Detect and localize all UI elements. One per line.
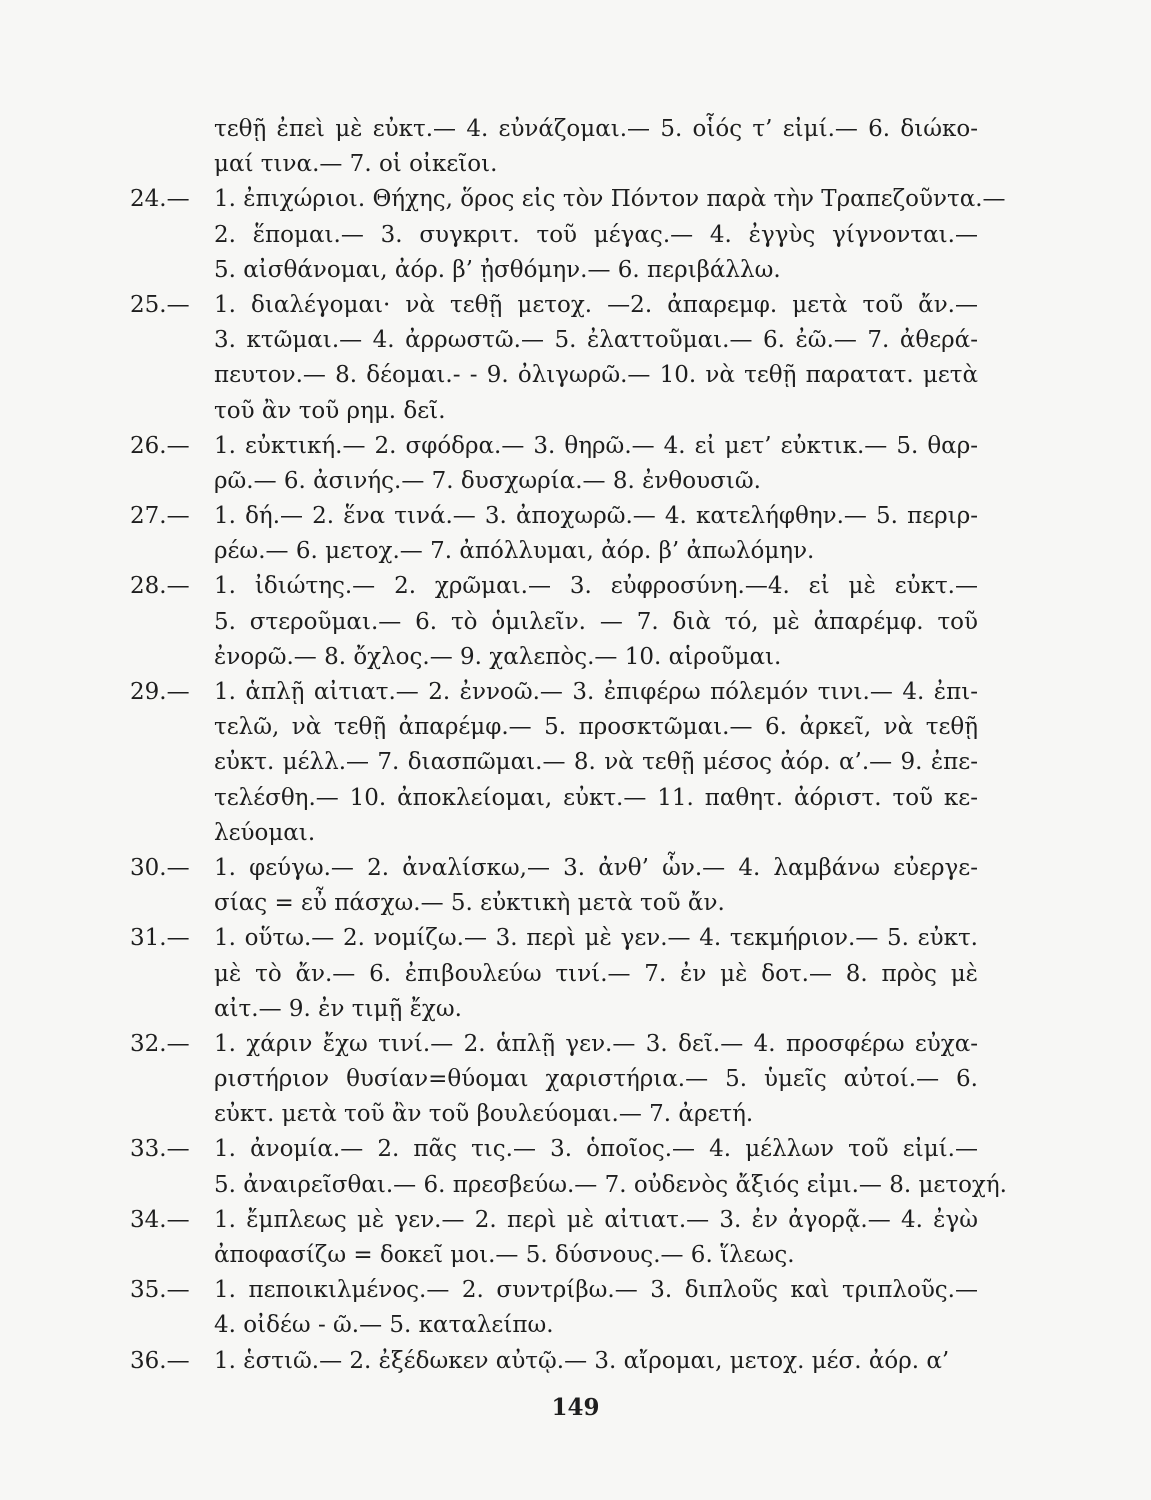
entry-line — [130, 323, 978, 358]
entry-first-line — [130, 1344, 978, 1379]
line-text: μαί τινα.— 7. οἱ οἰκεῖοι. — [214, 151, 498, 178]
entry-number: 35.— — [130, 1277, 190, 1304]
line-text: αἰτ.— 9. ἐν τιμῇ ἔχω. — [214, 995, 462, 1022]
entry-line — [130, 816, 978, 851]
line-text: 1. ἀνομία.— 2. πᾶς τις.— 3. ὁποῖος.— 4. μέλλων τοῦ εἰμί.— — [214, 1136, 978, 1163]
line-text: τελέσθη.— 10. ἀποκλείομαι, εὐκτ.— 11. παθητ. ἀόριστ. τοῦ κε- — [214, 784, 978, 811]
entry-first-line — [130, 851, 978, 886]
line-text: 1. ἑστιῶ.— 2. ἐξέδωκεν αὐτῷ.— 3. αἴρομαι, μετοχ. μέσ. ἀόρ. α’ — [214, 1347, 950, 1374]
line-text: πευτον.— 8. δέομαι.- - 9. ὀλιγωρῶ.— 10. νὰ τεθῇ παρατατ. μετὰ — [214, 362, 978, 389]
line-text: 3. κτῶμαι.— 4. ἀρρωστῶ.— 5. ἐλαττοῦμαι.— 6. ἐῶ.— 7. ἀθερά- — [214, 327, 978, 354]
entry-line — [130, 218, 978, 253]
entry-line — [130, 534, 978, 569]
line-text: 1. φεύγω.— 2. ἀναλίσκω,— 3. ἀνθ’ ὧν.— 4. λαμβάνω εὐεργε- — [214, 854, 978, 881]
entry-line — [130, 1168, 1007, 1203]
line-text: σίας = εὖ πάσχω.— 5. εὐκτικὴ μετὰ τοῦ ἄν. — [214, 890, 725, 917]
line-text: ἐνορῶ.— 8. ὄχλος.— 9. χαλεπὸς.— 10. αἱροῦμαι. — [214, 643, 782, 670]
line-text: 5. ἀναιρεῖσθαι.— 6. πρεσβεύω.— 7. οὐδενὸς ἄξιός εἰμι.— 8. μετοχή. — [214, 1171, 1007, 1198]
line-text: ρῶ.— 6. ἀσινής.— 7. δυσχωρία.— 8. ἐνθουσιῶ. — [214, 467, 761, 494]
line-text: ρέω.— 6. μετοχ.— 7. ἀπόλλυμαι, ἀόρ. β’ ἀπωλόμην. — [214, 538, 815, 565]
entry-line — [130, 358, 978, 393]
line-text: 1. διαλέγομαι· νὰ τεθῇ μετοχ. —2. ἀπαρεμφ. μετὰ τοῦ ἄν.— — [214, 291, 978, 318]
entry-number: 31.— — [130, 925, 190, 952]
entry-number: 25.— — [130, 291, 190, 318]
line-text: τεθῇ ἐπεὶ μὲ εὐκτ.— 4. εὐνάζομαι.— 5. οἷός τ’ εἰμί.— 6. διώκο- — [214, 116, 978, 142]
line-text: 4. οἰδέω - ῶ.— 5. καταλείπω. — [214, 1312, 554, 1339]
entry-line — [130, 1308, 978, 1343]
line-text: τοῦ ἂν τοῦ ρημ. δεῖ. — [214, 397, 446, 424]
line-text: ἀποφασίζω = δοκεῖ μοι.— 5. δύσνους.— 6. ἵλεως. — [214, 1242, 795, 1268]
entry-line — [130, 1062, 978, 1097]
line-text: λεύομαι. — [214, 819, 316, 846]
line-text: ριστήριον θυσίαν=θύομαι χαριστήρια.— 5. ὑμεῖς αὐτοί.— 6. — [214, 1066, 978, 1093]
intro-line — [130, 112, 978, 147]
entry-line — [130, 1238, 978, 1273]
entry-number: 29.— — [130, 679, 190, 705]
entry-first-line — [130, 499, 978, 534]
line-text: 1. ἔμπλεως μὲ γεν.— 2. περὶ μὲ αἰτιατ.— 3. ἐν ἀγορᾷ.— 4. ἐγὼ — [214, 1206, 978, 1233]
line-text: 2. ἕπομαι.— 3. συγκριτ. τοῦ μέγας.— 4. ἐγγὺς γίγνονται.— — [214, 221, 978, 248]
intro-line — [130, 147, 978, 182]
entry-first-line — [130, 1132, 978, 1167]
entry-first-line — [130, 675, 978, 710]
entry-number: 28.— — [130, 573, 190, 600]
entry-line — [130, 957, 978, 992]
entry-number: 34.— — [130, 1206, 190, 1233]
entry-first-line — [130, 429, 978, 464]
entry-line — [130, 886, 978, 921]
line-text: 5. στεροῦμαι.— 6. τὸ ὁμιλεῖν. — 7. διὰ τό, μὲ ἀπαρέμφ. τοῦ — [214, 608, 978, 635]
entry-line — [130, 781, 978, 816]
entry-line — [130, 640, 978, 675]
entry-number: 24.— — [130, 186, 190, 213]
entry-first-line — [130, 921, 978, 956]
line-text: εὐκτ. μετὰ τοῦ ἂν τοῦ βουλεύομαι.— 7. ἀρετή. — [214, 1101, 754, 1128]
line-text: τελῶ, νὰ τεθῇ ἀπαρέμφ.— 5. προσκτῶμαι.— 6. ἀρκεῖ, νὰ τεθῇ — [214, 714, 978, 741]
line-text: 1. ἁπλῇ αἰτιατ.— 2. ἐννοῶ.— 3. ἐπιφέρω πόλεμόν τινι.— 4. ἐπι- — [214, 679, 978, 705]
entry-line — [130, 253, 978, 288]
entry-line — [130, 394, 978, 429]
line-text: μὲ τὸ ἄν.— 6. ἐπιβουλεύω τινί.— 7. ἐν μὲ δοτ.— 8. πρὸς μὲ — [214, 960, 978, 987]
entry-line — [130, 992, 978, 1027]
entry-first-line — [130, 1273, 978, 1308]
entry-number: 30.— — [130, 854, 190, 881]
line-text: 1. ἰδιώτης.— 2. χρῶμαι.— 3. εὐφροσύνη.—4. εἰ μὲ εὐκτ.— — [214, 573, 978, 600]
line-text: 1. πεποικιλμένος.— 2. συντρίβω.— 3. διπλοῦς καὶ τριπλοῦς.— — [214, 1277, 978, 1304]
line-text: 1. ἐπιχώριοι. Θήχης, ὅρος εἰς τὸν Πόντον παρὰ τὴν Τραπεζοῦντα.— — [214, 186, 1006, 213]
page-number: 149 — [551, 1394, 600, 1421]
entry-number: 26.— — [130, 432, 190, 459]
entry-line — [130, 745, 978, 780]
entry-first-line — [130, 288, 978, 323]
entry-first-line — [130, 182, 1006, 217]
answer-key-text — [130, 112, 1007, 1379]
line-text: 5. αἰσθάνομαι, ἀόρ. β’ ᾐσθόμην.— 6. περιβάλλω. — [214, 256, 781, 283]
entry-line — [130, 710, 978, 745]
entry-number: 27.— — [130, 503, 190, 530]
entry-number: 36.— — [130, 1347, 190, 1374]
entry-first-line — [130, 1027, 978, 1062]
entry-number: 32.— — [130, 1030, 190, 1057]
line-text: εὐκτ. μέλλ.— 7. διασπῶμαι.— 8. νὰ τεθῇ μέσος ἀόρ. α’.— 9. ἐπε- — [214, 749, 978, 776]
line-text: 1. δή.— 2. ἕνα τινά.— 3. ἀποχωρῶ.— 4. κατελήφθην.— 5. περιρ- — [214, 503, 978, 530]
line-text: 1. χάριν ἔχω τινί.— 2. ἁπλῇ γεν.— 3. δεῖ.— 4. προσφέρω εὐχα- — [214, 1030, 978, 1057]
entry-line — [130, 605, 978, 640]
entry-line — [130, 464, 978, 499]
entry-line — [130, 1097, 978, 1132]
line-text: 1. οὕτω.— 2. νομίζω.— 3. περὶ μὲ γεν.— 4. τεκμήριον.— 5. εὐκτ. — [214, 925, 978, 952]
entry-first-line — [130, 569, 978, 604]
entry-first-line — [130, 1203, 978, 1238]
line-text: 1. εὐκτική.— 2. σφόδρα.— 3. θηρῶ.— 4. εἰ μετ’ εὐκτικ.— 5. θαρ- — [214, 432, 978, 459]
entry-number: 33.— — [130, 1136, 190, 1163]
